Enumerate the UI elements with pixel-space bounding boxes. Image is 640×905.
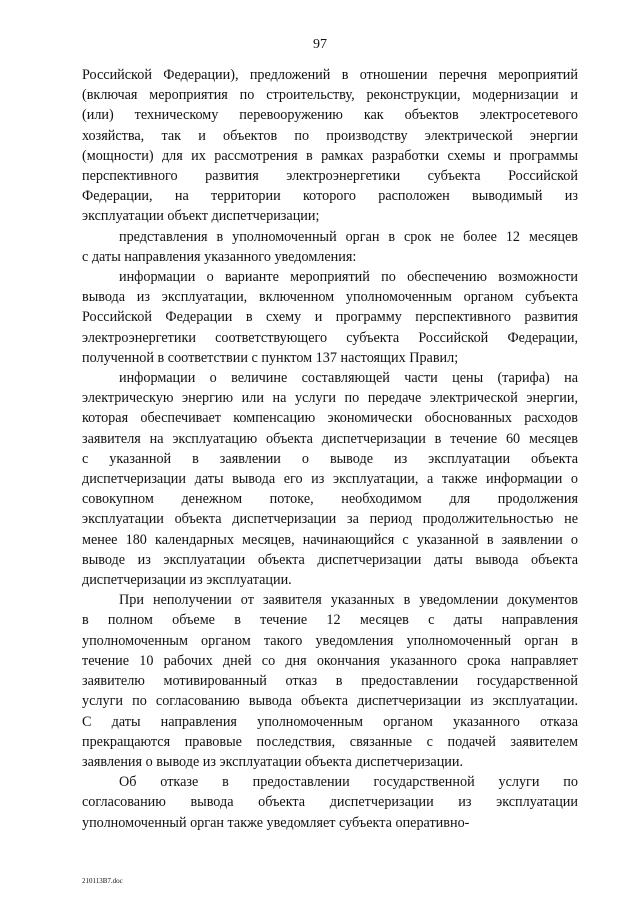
text-line: диспетчеризации даты вывода его из эксплуатации, а также информации о bbox=[82, 471, 578, 488]
text-line: полученной в соответствии с пунктом 137 настоящих Правил; bbox=[82, 349, 459, 366]
text-line: информации о величине составляющей части цены (тарифа) на bbox=[119, 370, 578, 387]
text-line: электроэнергетики соответствующего субъекта Российской Федерации, bbox=[82, 329, 578, 346]
paragraph bbox=[82, 772, 578, 833]
text-line: хозяйства, так и объектов по производству электрической энергии bbox=[82, 127, 578, 144]
text-line: (или) техническому перевооружению как объектов электросетевого bbox=[82, 107, 578, 124]
text-line: диспетчеризации из эксплуатации. bbox=[82, 572, 292, 589]
text-line: течение 10 рабочих дней со дня окончания указанного срока направляет bbox=[82, 652, 578, 669]
text-line: электрическую энергию или на услуги по передаче электрической энергии, bbox=[82, 390, 578, 407]
text-line: вывода из эксплуатации, включенном уполномоченным органом субъекта bbox=[82, 289, 578, 306]
text-line: информации о варианте мероприятий по обеспечению возможности bbox=[119, 269, 578, 286]
text-line: услуги по согласованию вывода объекта диспетчеризации из эксплуатации. bbox=[82, 693, 578, 710]
text-line: Федерации, на территории которого расположен выводимый из bbox=[82, 188, 578, 205]
text-line: согласованию вывода объекта диспетчеризации из эксплуатации bbox=[82, 794, 578, 811]
text-line: заявителю мотивированный отказ в предоставлении государственной bbox=[82, 673, 578, 690]
text-line: эксплуатации объекта диспетчеризации за период продолжительностью не bbox=[82, 511, 578, 528]
document-body bbox=[82, 65, 578, 833]
text-line: менее 180 календарных месяцев, начинающийся с указанной в заявлении о bbox=[82, 531, 578, 548]
paragraph bbox=[82, 65, 578, 227]
text-line: Российской Федерации), предложений в отношении перечня мероприятий bbox=[82, 67, 578, 83]
text-line: совокупном денежном потоке, необходимом для продолжения bbox=[82, 491, 578, 508]
text-line: заявителя на эксплуатацию объекта диспетчеризации в течение 60 месяцев bbox=[82, 430, 578, 447]
text-line: При неполучении от заявителя указанных в уведомлении документов bbox=[119, 592, 578, 609]
text-line: уполномоченным органом такого уведомления уполномоченный орган в bbox=[82, 632, 578, 649]
text-line: (включая мероприятия по строительству, реконструкции, модернизации и bbox=[82, 87, 578, 104]
paragraph bbox=[82, 368, 578, 590]
text-line: прекращаются правовые последствия, связанные с подачей заявителем bbox=[82, 733, 578, 750]
text-line: заявления о выводе из эксплуатации объекта диспетчеризации. bbox=[82, 753, 464, 770]
text-line: перспективного развития электроэнергетики субъекта Российской bbox=[82, 168, 578, 185]
text-line: которая обеспечивает компенсацию экономически обоснованных расходов bbox=[82, 410, 578, 427]
paragraph bbox=[82, 227, 578, 267]
text-line: С даты направления уполномоченным органом указанного отказа bbox=[82, 713, 578, 730]
text-line: Об отказе в предоставлении государственной услуги по bbox=[119, 774, 578, 791]
text-line: с даты направления указанного уведомления: bbox=[82, 248, 357, 265]
text-line: эксплуатации объект диспетчеризации; bbox=[82, 208, 320, 225]
paragraph bbox=[82, 267, 578, 368]
text-line: представления в уполномоченный орган в срок не более 12 месяцев bbox=[119, 228, 578, 245]
paragraph bbox=[82, 590, 578, 772]
text-line: с указанной в заявлении о выводе из эксплуатации объекта bbox=[82, 450, 578, 467]
text-line: в полном объеме в течение 12 месяцев с даты направления bbox=[82, 612, 578, 629]
text-line: выводе из эксплуатации объекта диспетчеризации даты вывода объекта bbox=[82, 551, 578, 568]
footer-file-code: 210113B7.doc bbox=[82, 877, 123, 885]
text-line: (мощности) для их рассмотрения в рамках разработки схемы и программы bbox=[82, 147, 578, 164]
text-line: Российской Федерации в схему и программу перспективного развития bbox=[82, 309, 578, 326]
text-line: уполномоченный орган также уведомляет субъекта оперативно- bbox=[82, 814, 470, 831]
page-number: 97 bbox=[313, 37, 327, 52]
